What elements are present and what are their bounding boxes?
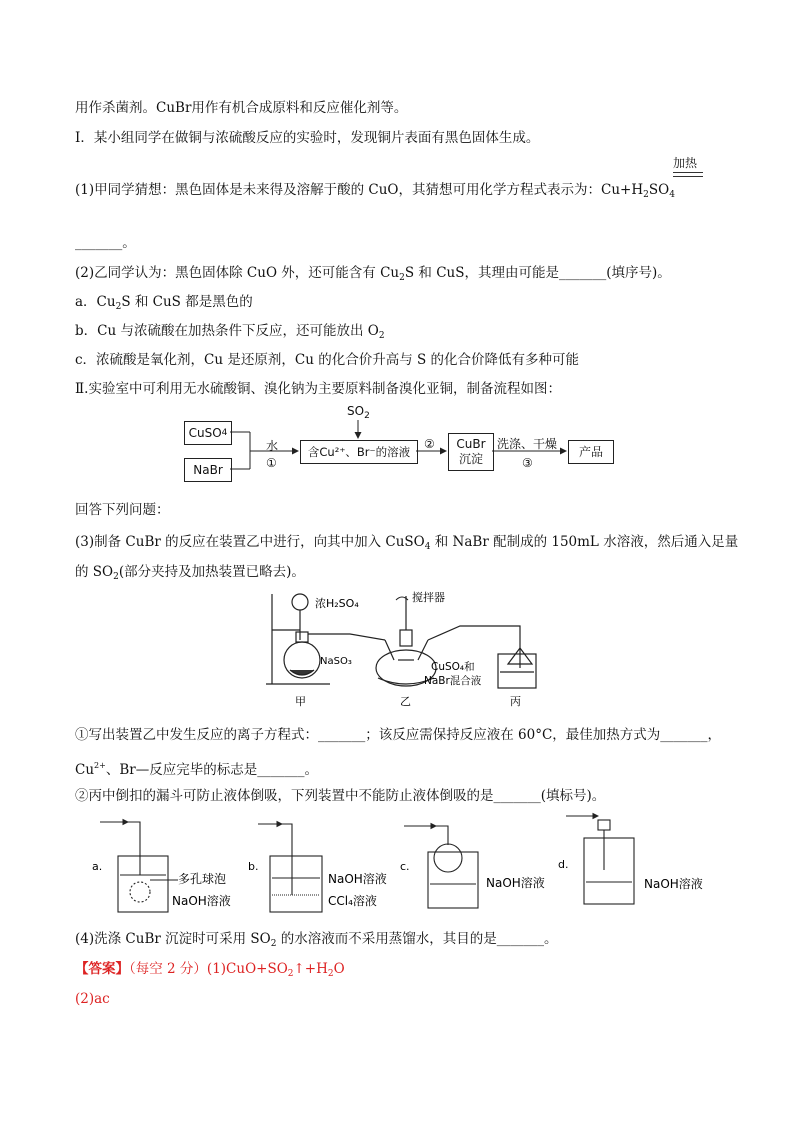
label-yi: 乙 <box>400 695 411 708</box>
flow-wash: 洗涤、干燥 <box>497 437 558 451</box>
q3c-sub: 2 <box>113 572 119 582</box>
answer-text-b: ↑+H <box>293 961 328 977</box>
question-2 <box>75 264 671 287</box>
opt-b-ccl4: CCl₄溶液 <box>328 894 377 908</box>
opt-c-label: c. <box>400 860 410 873</box>
section-2-intro: Ⅱ.实验室中可利用无水硫酸铜、溴化钠为主要原料制备溴化亚铜，制备流程如图： <box>75 381 561 397</box>
answer-prompt: 回答下列问题： <box>75 502 170 518</box>
so2-sub: 2 <box>364 411 370 421</box>
q4-text-b: 的水溶液而不采用蒸馏水，其目的是_______。 <box>276 931 558 947</box>
opt-d-sol: NaOH溶液 <box>644 877 703 891</box>
answer-text-c: O <box>333 961 345 977</box>
flow-box-cubr <box>448 433 494 471</box>
label-conc-acid: 浓H₂SO₄ <box>315 597 359 610</box>
label-mix1: CuSO₄和 <box>431 661 475 673</box>
flow-step-2: ② <box>424 437 435 451</box>
option-c-text: c．浓硫酸是氧化剂，Cu 是还原剂，Cu 的化合价升高与 S 的化合价降低有多种可能 <box>75 352 580 368</box>
answer-label: 【答案】 <box>75 961 129 977</box>
opt-a-text-a: a．Cu <box>75 294 116 310</box>
q4-text-a: (4)洗涤 CuBr 沉淀时可采用 SO <box>75 931 271 947</box>
q1-text-b: SO <box>648 182 670 198</box>
opt-d-label: d. <box>558 858 569 871</box>
opt-b-label: b. <box>248 860 259 873</box>
flow-box-cuso4 <box>184 421 232 445</box>
answer-line-1 <box>75 960 345 983</box>
question-1-blank: _______。 <box>75 235 136 251</box>
q1-sub: 2 <box>643 190 649 200</box>
opt-b-sol: NaOH溶液 <box>328 872 387 886</box>
question-3-cont <box>75 563 305 586</box>
opt-a-sub: 2 <box>115 302 122 312</box>
question-3-2: ②丙中倒扣的漏斗可防止液体倒吸，下列装置中不能防止液体倒吸的是_______(填标号)。 <box>75 788 606 804</box>
q2-text-a: (2)乙同学认为：黑色固体除 CuO 外，还可能含有 Cu <box>75 265 400 281</box>
q2-sub: 2 <box>399 273 405 283</box>
flow-water: 水 <box>266 439 279 453</box>
opt-b-text-a: b．Cu 与浓硫酸在加热条件下反应，还可能放出 O <box>75 323 379 339</box>
opt-c-sol: NaOH溶液 <box>486 876 545 890</box>
product-label: 产品 <box>578 444 603 459</box>
opt-a-bulb: 多孔球泡 <box>178 872 227 886</box>
question-3-1: ①写出装置乙中发生反应的离子方程式：_______；该反应需保持反应液在 60°C，最佳加热方式为_______， <box>75 727 722 743</box>
q31-sup: 2+ <box>94 761 106 770</box>
cubr-two-line <box>456 437 485 467</box>
label-bing: 丙 <box>510 695 521 708</box>
question-3-1-cont <box>75 757 318 779</box>
question-1 <box>75 181 675 204</box>
heat-label: 加热 <box>673 156 698 170</box>
answer-line-2: (2)ac <box>75 991 110 1007</box>
q1-sub2: 4 <box>669 190 675 200</box>
answer-sub1: 2 <box>287 969 294 979</box>
heat-double-line <box>673 172 703 177</box>
question-4 <box>75 930 558 953</box>
opt-b-sub: 2 <box>378 331 385 341</box>
opt-a-sol: NaOH溶液 <box>172 894 231 908</box>
q31-text-a: Cu <box>75 762 95 778</box>
cuso4-label: CuSO <box>188 425 222 440</box>
answer-text-a: （每空 2 分）(1)CuO+SO <box>129 961 288 977</box>
label-jia: 甲 <box>295 695 306 708</box>
opt-a-label: a. <box>92 860 103 873</box>
question-3 <box>75 533 738 556</box>
q3c-text-a: 的 SO <box>75 564 114 580</box>
cuso4-sub: 4 <box>221 427 228 438</box>
q31-text-b: 、Br—反应完毕的标志是_______。 <box>105 762 318 778</box>
text-line-2: Ⅰ．某小组同学在做铜与浓硫酸反应的实验时，发现铜片表面有黑色固体生成。 <box>75 130 540 146</box>
option-b-text <box>75 322 385 345</box>
nabr-label: NaBr <box>193 462 223 477</box>
flow-step-3: ③ <box>522 456 533 470</box>
q3-text-b: 和 NaBr 配制成的 150mL 水溶液，然后通入足量 <box>430 534 739 550</box>
text-line-1: 用作杀菌剂。CuBr用作有机合成原料和反应催化剂等。 <box>75 100 408 116</box>
label-mix2: NaBr混合液 <box>424 675 482 687</box>
cubr-label: CuBr <box>456 437 486 451</box>
solution-label: 含Cu²⁺、Br⁻的溶液 <box>307 444 411 459</box>
q4-sub: 2 <box>270 939 277 949</box>
flow-box-product <box>568 440 614 464</box>
answer-sub2: 2 <box>327 969 334 979</box>
label-naso3: NaSO₃ <box>320 656 352 667</box>
flow-step-1: ① <box>266 456 277 470</box>
flow-box-solution <box>300 440 418 464</box>
option-a-text <box>75 293 253 316</box>
precip-label: 沉淀 <box>458 452 483 466</box>
q1-text-a: (1)甲同学猜想：黑色固体是未来得及溶解于酸的 CuO，其猜想可用化学方程式表示为：Cu+H <box>75 182 644 198</box>
q2-text-b: S 和 CuS，其理由可能是_______(填序号)。 <box>404 265 671 281</box>
flow-so2 <box>347 404 370 421</box>
opt-a-text-b: S 和 CuS 都是黑色的 <box>121 294 253 310</box>
q3-text-a: (3)制备 CuBr 的反应在装置乙中进行，向其中加入 CuSO <box>75 534 425 550</box>
label-stirrer: 搅拌器 <box>412 591 445 604</box>
q3-sub: 4 <box>424 542 431 552</box>
so2-label: SO <box>347 404 365 418</box>
flow-box-nabr <box>184 458 232 482</box>
q3c-text-b: (部分夹持及加热装置已略去)。 <box>118 564 305 580</box>
